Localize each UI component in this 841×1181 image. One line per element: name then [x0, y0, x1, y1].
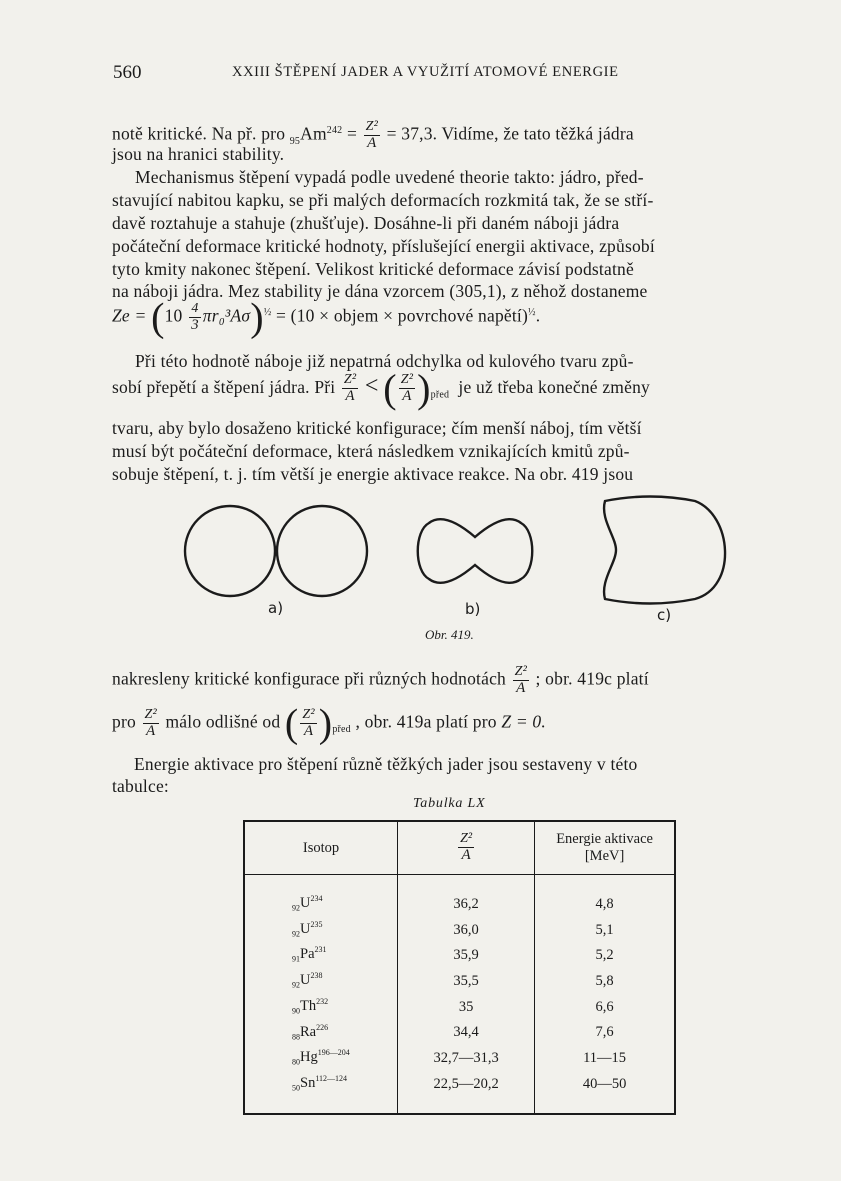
table-row	[244, 1071, 675, 1097]
cell-isotope	[244, 994, 397, 1020]
cell-energy: 5,2	[535, 942, 675, 968]
formula-ze	[112, 294, 541, 340]
header-energy	[535, 821, 675, 875]
element-symbol: Pa	[300, 946, 315, 963]
subscript-pred: před	[430, 389, 450, 401]
text-line-7: tyto kmity nakonec štěpení. Velikost kritické deformace závisí podstatně	[112, 259, 634, 279]
cell-energy: 7,6	[535, 1020, 675, 1046]
header-energy-line1: Energie aktivace	[556, 831, 653, 847]
text-span: , obr. 419a platí pro	[355, 711, 497, 732]
paren-right: )	[417, 365, 431, 411]
element-symbol: U	[300, 894, 311, 911]
mass-number: 231	[314, 945, 327, 955]
text-span: pro	[112, 711, 136, 732]
cell-energy: 11—15	[535, 1045, 675, 1071]
text-line-4: stavující nabitou kapku, se při malých deformacích rozkmitá tak, že se stří-	[112, 190, 654, 210]
cell-isotope	[244, 891, 397, 917]
fraction-denominator: A	[303, 722, 314, 739]
spacer-cell	[535, 1097, 675, 1114]
shape-c-elongated	[604, 497, 725, 604]
text-line-11	[112, 365, 650, 411]
spacer-cell	[397, 875, 534, 892]
text-line-5: davě roztahuje a stahuje (zhušťuje). Dosáhne-li při daném náboji jádra	[112, 213, 620, 233]
subscript-pred: před	[332, 724, 351, 736]
spacer-cell	[244, 1097, 397, 1114]
table-row	[244, 891, 675, 917]
text-line-17: Energie aktivace pro štěpení různě těžkých jader jsou sestaveny v této	[134, 754, 638, 774]
table-row	[244, 1020, 675, 1046]
fraction-numerator: Z²	[460, 831, 473, 847]
cell-energy: 40—50	[535, 1071, 675, 1097]
cell-ratio: 32,7—31,3	[397, 1045, 534, 1071]
spacer-cell	[244, 875, 397, 892]
cell-isotope	[244, 1020, 397, 1046]
formula-ten: 10	[164, 305, 183, 326]
text-line-12: tvaru, aby bylo dosaženo kritické konfigurace; čím menší náboj, tím větší	[112, 418, 642, 438]
atomic-number: 92	[292, 903, 300, 913]
spacer-cell	[397, 1097, 534, 1114]
cell-ratio: 34,4	[397, 1020, 534, 1046]
table-header-row	[244, 821, 675, 875]
table-caption: Tabulka LX	[413, 796, 486, 811]
fraction-z2-a	[300, 708, 316, 739]
text-line-16	[112, 700, 546, 746]
figure-caption: Obr. 419.	[425, 627, 474, 642]
table-spacer-row	[244, 1097, 675, 1114]
fraction-numerator: Z²	[302, 707, 315, 722]
fraction-denominator: 3	[191, 316, 199, 333]
table-row	[244, 1045, 675, 1071]
less-than-sign: <	[364, 373, 379, 399]
text-line-18: tabulce:	[112, 776, 169, 796]
cell-isotope	[244, 942, 397, 968]
atomic-number: 95	[289, 136, 301, 148]
paren-left: (	[151, 294, 165, 340]
element-symbol: Am	[300, 123, 327, 144]
cell-ratio: 35,9	[397, 942, 534, 968]
table-body	[244, 875, 675, 1114]
paren-left: (	[383, 365, 397, 411]
atomic-number: 50	[292, 1083, 300, 1093]
exponent-half: ½	[263, 306, 272, 318]
text-line-8: na náboji jádra. Mez stability je dána vzorcem (305,1), z něhož dostaneme	[112, 281, 648, 301]
shape-b-dumbbell	[418, 519, 533, 582]
text-line-15	[112, 665, 649, 696]
cell-ratio: 35,5	[397, 968, 534, 994]
mass-number: 235	[310, 919, 323, 929]
mass-number: 238	[310, 971, 323, 981]
element-symbol: Hg	[300, 1049, 318, 1066]
figure-label-c: c)	[657, 606, 672, 624]
atomic-number: 91	[292, 955, 300, 965]
text-line-13: musí být počáteční deformace, která následkem vznikajících kmitů způ-	[112, 441, 630, 461]
formula-rhs: = (10 × objem × povrchové napětí)	[276, 305, 529, 326]
figure-label-a: a)	[268, 599, 284, 617]
exponent-half: ½	[528, 306, 536, 318]
fraction-z2-a	[399, 373, 415, 404]
paren-left: (	[284, 700, 299, 746]
text-line-14: sobuje štěpení, t. j. tím větší je energie aktivace reakce. Na obr. 419 jsou	[112, 464, 634, 484]
fraction-numerator: Z²	[365, 119, 379, 134]
spacer-cell	[535, 875, 675, 892]
fraction-denominator: A	[402, 387, 412, 404]
text-span: ; obr. 419c platí	[535, 668, 649, 689]
fraction-z2-a	[143, 708, 159, 739]
fraction-numerator: Z²	[343, 372, 357, 388]
text-span: sobí přepětí a štěpení jádra. Při	[112, 377, 336, 397]
formula-term: πr₀³Aσ	[202, 305, 251, 326]
text-span: notě kritické. Na př. pro	[112, 123, 286, 144]
text-line-10: Při této hodnotě náboje již nepatrná odchylka od kulového tvaru způ-	[135, 351, 634, 371]
text-line-2: jsou na hranici stability.	[112, 144, 285, 164]
fraction-denominator: A	[146, 722, 156, 739]
cell-isotope	[244, 917, 397, 943]
text-line-3: Mechanismus štěpení vypadá podle uvedené theorie takto: jádro, před-	[135, 167, 644, 187]
cell-energy: 5,1	[535, 917, 675, 943]
z-equals-zero: Z = 0.	[501, 711, 546, 732]
header-energy-line2: [MeV]	[584, 848, 625, 864]
mass-number: 232	[316, 996, 329, 1006]
figure-419	[180, 493, 740, 623]
mass-number: 234	[310, 894, 323, 903]
fraction-4-3	[189, 302, 201, 333]
fraction-z2-a	[513, 665, 529, 696]
cell-ratio: 35	[397, 994, 534, 1020]
fraction-numerator: Z²	[514, 664, 527, 679]
equals-sign: =	[346, 123, 358, 144]
table-row	[244, 917, 675, 943]
period: .	[535, 305, 541, 326]
paren-right: )	[250, 294, 264, 340]
fraction-numerator: 4	[189, 302, 201, 318]
text-span: málo odlišné od	[165, 711, 281, 732]
table-row	[244, 994, 675, 1020]
cell-energy: 5,8	[535, 968, 675, 994]
figure-label-b: b)	[465, 600, 481, 618]
header-ratio	[397, 821, 534, 875]
text-line-6: počáteční deformace kritické hodnoty, příslušející energii aktivace, způsobí	[112, 236, 655, 256]
fraction-z2-a	[364, 120, 380, 151]
element-symbol: U	[300, 920, 311, 937]
fraction-z2-a	[458, 832, 474, 863]
atomic-number: 92	[292, 980, 300, 990]
header-isotope: Isotop	[244, 821, 397, 875]
fraction-denominator: A	[345, 387, 355, 404]
mass-number: 226	[316, 1022, 329, 1032]
shape-a-right-sphere	[277, 506, 367, 596]
cell-energy: 4,8	[535, 891, 675, 917]
table-spacer-row	[244, 875, 675, 892]
element-symbol: U	[300, 971, 311, 988]
shape-a-left-sphere	[185, 506, 275, 596]
fraction-numerator: Z²	[144, 707, 157, 722]
fraction-denominator: A	[367, 134, 377, 151]
element-symbol: Ra	[300, 1023, 317, 1040]
cell-ratio: 22,5—20,2	[397, 1071, 534, 1097]
table-row	[244, 942, 675, 968]
atomic-number: 88	[292, 1032, 300, 1042]
mass-number: 112—124	[315, 1074, 348, 1084]
mass-number: 196—204	[317, 1048, 350, 1058]
fraction-numerator: Z²	[400, 372, 414, 388]
running-title: XXIII ŠTĚPENÍ JADER A VYUŽITÍ ATOMOVÉ ENERGIE	[232, 64, 619, 80]
element-symbol: Sn	[300, 1074, 316, 1091]
fraction-denominator: A	[461, 846, 471, 863]
table-row	[244, 968, 675, 994]
paren-right: )	[318, 700, 333, 746]
atomic-number: 92	[292, 929, 300, 939]
text-span: je už třeba konečné změny	[458, 377, 650, 397]
text-span: = 37,3. Vidíme, že tato těžká jádra	[386, 123, 634, 144]
formula-lhs: Ze =	[112, 305, 147, 326]
fraction-denominator: A	[516, 679, 526, 696]
cell-isotope	[244, 1071, 397, 1097]
mass-number: 242	[326, 124, 343, 136]
table-lx	[243, 820, 676, 1115]
cell-isotope	[244, 1045, 397, 1071]
atomic-number: 90	[292, 1006, 300, 1016]
atomic-number: 80	[292, 1058, 300, 1068]
fraction-z2-a	[342, 373, 358, 404]
cell-ratio: 36,2	[397, 891, 534, 917]
cell-isotope	[244, 968, 397, 994]
text-span: nakresleny kritické konfigurace při různých hodnotách	[112, 668, 506, 689]
element-symbol: Th	[300, 997, 317, 1014]
cell-energy: 6,6	[535, 994, 675, 1020]
page-number: 560	[113, 62, 142, 83]
cell-ratio: 36,0	[397, 917, 534, 943]
